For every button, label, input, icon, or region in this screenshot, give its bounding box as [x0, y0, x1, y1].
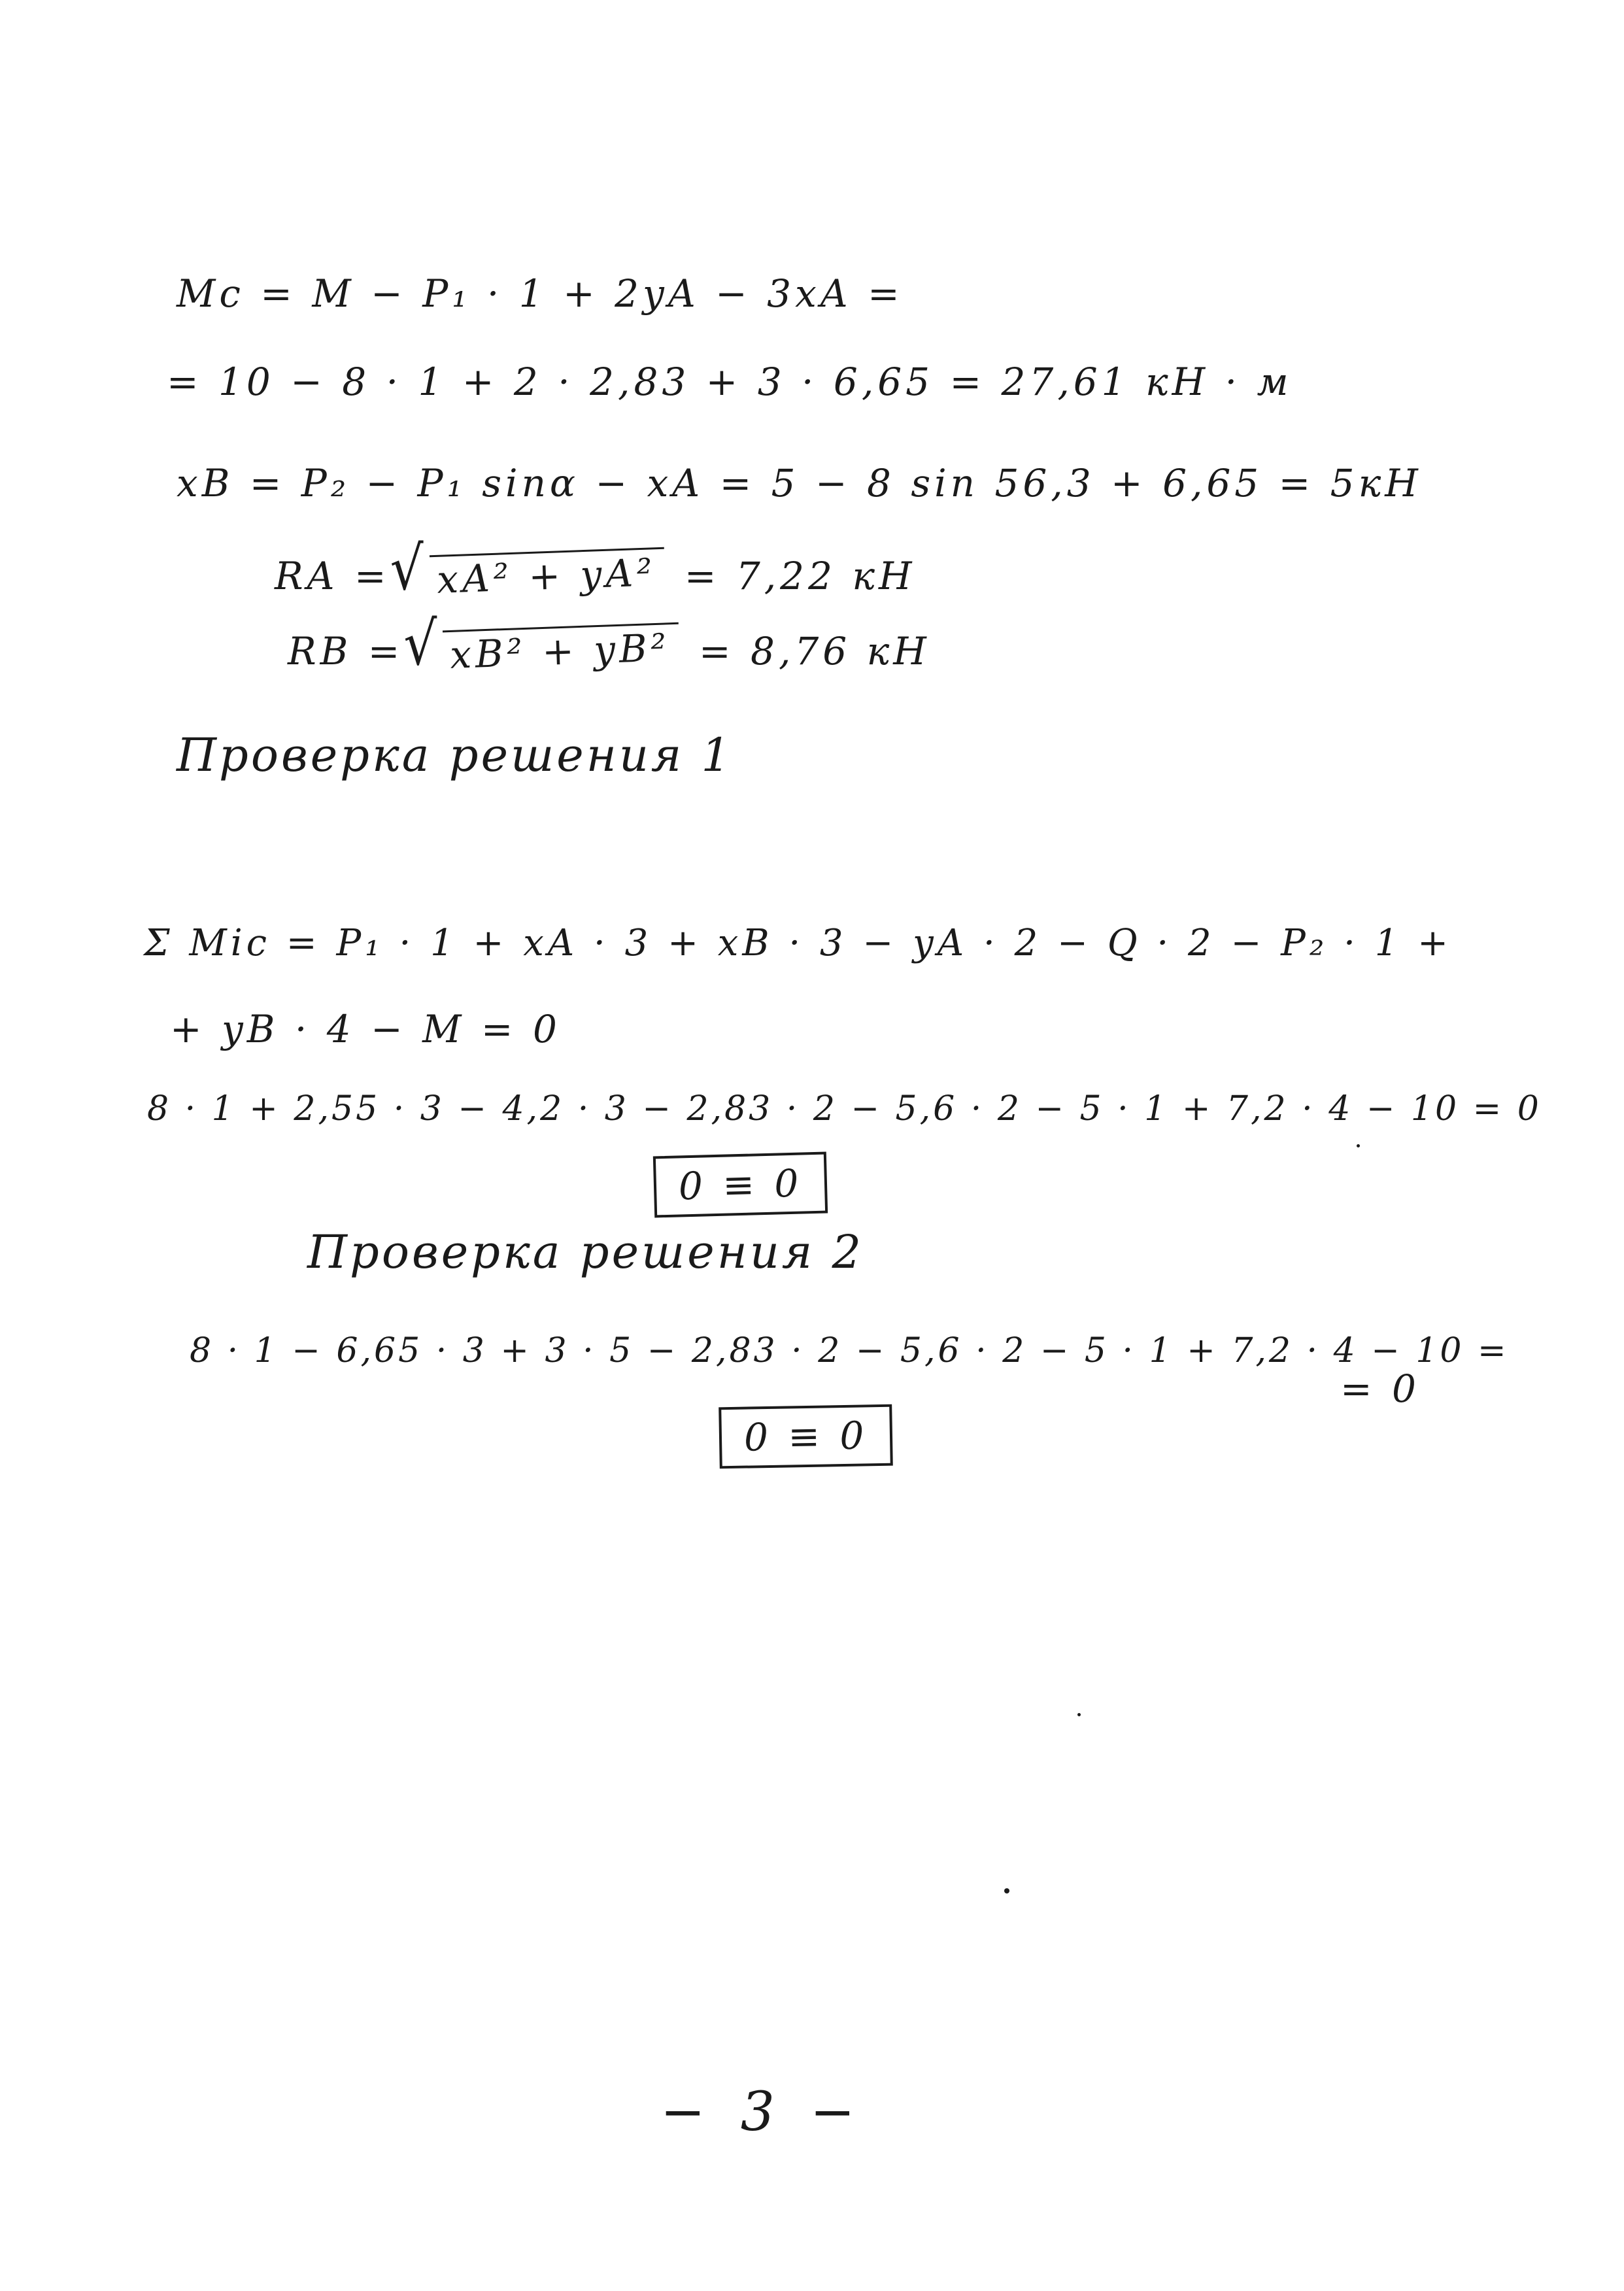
- check-1-title: Проверка решения 1: [177, 728, 734, 782]
- page-number: − 3 −: [660, 2081, 864, 2143]
- check-1-line-1: Σ Mic = P₁ · 1 + xA · 3 + xB · 3 − yA · 2 − Q · 2 − P₂ · 1 +: [144, 922, 1453, 964]
- check-1-result-box: 0 ≡ 0: [653, 1152, 828, 1218]
- ra-label: RA =: [275, 554, 390, 598]
- mc-equation-line-1: Mc = M − P₁ · 1 + 2yA − 3xA =: [177, 271, 904, 316]
- mc-equation-line-2: = 10 − 8 · 1 + 2 · 2,83 + 3 · 6,65 = 27,61 кН · м: [167, 360, 1293, 404]
- sqrt-sign-icon: √: [403, 608, 441, 679]
- rb-result: = 8,76 кН: [699, 629, 930, 673]
- ra-equation: [275, 533, 916, 603]
- sqrt-sign-icon: √: [390, 533, 428, 603]
- xb-equation: xB = P₂ − P₁ sinα − xA = 5 − 8 sin 56,3 + 6,65 = 5кН: [177, 461, 1422, 505]
- ink-speck: [1004, 1888, 1009, 1893]
- check-2-line-1: 8 · 1 − 6,65 · 3 + 3 · 5 − 2,83 · 2 − 5,6 · 2 − 5 · 1 + 7,2 · 4 − 10 =: [190, 1331, 1509, 1370]
- ra-result: = 7,22 кН: [684, 554, 916, 598]
- ink-speck: [1357, 1144, 1360, 1147]
- check-2-line-2: = 0: [1340, 1366, 1420, 1411]
- ink-speck: [1077, 1713, 1081, 1716]
- check-1-line-3: 8 · 1 + 2,55 · 3 − 4,2 · 3 − 2,83 · 2 − 5,6 · 2 − 5 · 1 + 7,2 · 4 − 10 = 0: [147, 1089, 1542, 1129]
- check-2-result-box: 0 ≡ 0: [719, 1404, 893, 1469]
- rb-radicand: xB² + yB²: [443, 622, 680, 675]
- check-1-line-2: + yB · 4 − M = 0: [170, 1007, 561, 1051]
- check-2-title: Проверка решения 2: [307, 1225, 864, 1279]
- rb-equation: [288, 608, 930, 679]
- ra-radicand: xA² + yA²: [430, 547, 666, 599]
- rb-label: RB =: [288, 629, 404, 673]
